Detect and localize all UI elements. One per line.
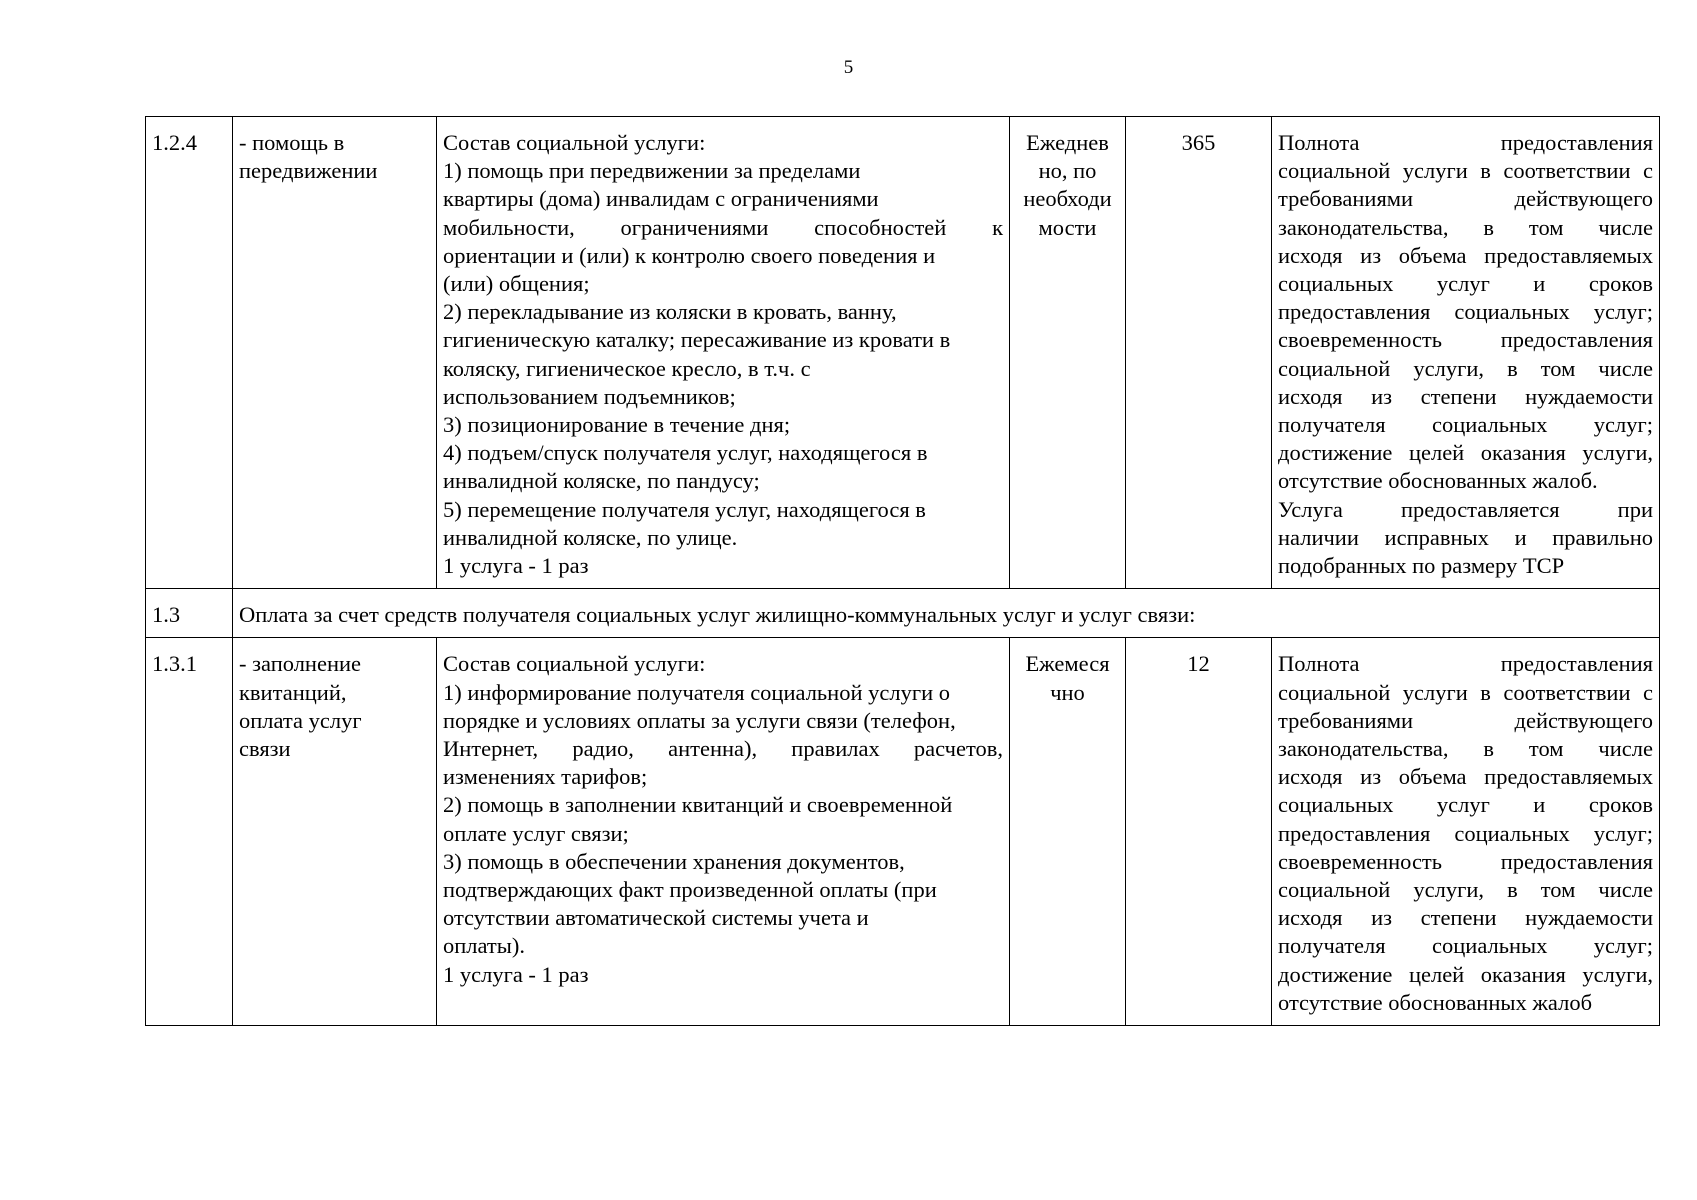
text-line: отсутствие обоснованных жалоб. (1278, 468, 1598, 494)
service-description-cell (437, 638, 1010, 1026)
text-line: оплаты). (443, 933, 525, 959)
text-line: 1 услуга - 1 раз (443, 961, 589, 987)
text-line: квитанций, (239, 679, 347, 705)
text-line: исходя из объема предоставляемых (1278, 242, 1653, 268)
text-line: предоставления социальных услуг; (1278, 820, 1653, 846)
text-line: социальных услуг и сроков (1278, 271, 1653, 297)
text-line: получателя социальных услуг; (1278, 412, 1653, 438)
text-line: гигиеническую каталку; пересаживание из кровати в (443, 327, 951, 353)
service-description-cell (437, 117, 1010, 589)
frequency-cell (1010, 117, 1126, 589)
text-line: исходя из степени нуждаемости (1278, 383, 1653, 409)
text-line: 5) перемещение получателя услуг, находящегося в (443, 496, 926, 522)
quantity-cell: 12 (1126, 638, 1272, 1026)
text-line: социальных услуг и сроков (1278, 792, 1653, 818)
text-line: 1) информирование получателя социальной услуги о (443, 679, 950, 705)
text-line: изменениях тарифов; (443, 764, 648, 790)
text-line: инвалидной коляске, по улице. (443, 524, 738, 550)
service-name-cell (233, 638, 437, 1026)
text-line: коляску, гигиеническое кресло, в т.ч. с (443, 355, 811, 381)
table-row (146, 638, 1660, 1026)
service-name-cell (233, 117, 437, 589)
text-line: предоставления социальных услуг; (1278, 299, 1653, 325)
text-line: инвалидной коляске, по пандусу; (443, 468, 760, 494)
text-line: своевременность предоставления (1278, 327, 1653, 353)
text-line: отсутствии автоматической системы учета и (443, 905, 869, 931)
text-line: ориентации и (или) к контролю своего поведения и (443, 242, 936, 268)
text-line: законодательства, в том числе (1278, 736, 1653, 762)
text-line: достижение целей оказания услуги, (1278, 961, 1653, 987)
text-line: 1 услуга - 1 раз (443, 553, 589, 579)
text-line: требованиями действующего (1278, 186, 1653, 212)
text-line: получателя социальных услуг; (1278, 933, 1653, 959)
text-line: (или) общения; (443, 271, 590, 297)
text-line: Ежеднев (1026, 130, 1109, 155)
text-line: но, по (1038, 158, 1097, 184)
text-line: 3) помощь в обеспечении хранения документов, (443, 848, 905, 874)
quantity-cell: 365 (1126, 117, 1272, 589)
text-line: наличии исправных и правильно (1278, 524, 1653, 550)
text-line: достижение целей оказания услуги, (1278, 440, 1653, 466)
section-row (146, 589, 1660, 638)
text-line: мости (1038, 214, 1097, 240)
text-line: необходи (1023, 186, 1112, 212)
text-line: связи (239, 736, 291, 762)
table-row (146, 117, 1660, 589)
text-line: Состав социальной услуги: (443, 130, 706, 155)
text-line: порядке и условиях оплаты за услуги связи (телефон, (443, 707, 956, 733)
text-line: - заполнение (239, 651, 362, 677)
row-number-cell: 1.3.1 (146, 638, 233, 1026)
text-line: оплата услуг (239, 707, 362, 733)
text-line: оплате услуг связи; (443, 820, 629, 846)
text-line: законодательства, в том числе (1278, 214, 1653, 240)
section-number-cell: 1.3 (146, 589, 233, 638)
text-line: 2) помощь в заполнении квитанций и своевременной (443, 792, 953, 818)
text-line: исходя из степени нуждаемости (1278, 905, 1653, 931)
text-line: отсутствие обоснованных жалоб (1278, 989, 1593, 1015)
text-line: социальной услуги в соответствии с (1278, 679, 1653, 705)
text-line: Ежемеся (1025, 651, 1110, 677)
page-number: 5 (843, 57, 854, 78)
text-line: 3) позиционирование в течение дня; (443, 412, 791, 438)
text-line: социальной услуги, в том числе (1278, 877, 1653, 903)
text-line: требованиями действующего (1278, 707, 1653, 733)
text-line: передвижении (239, 158, 378, 184)
text-line: - помощь в (239, 130, 345, 155)
text-line: мобильности, ограничениями способностей к (443, 214, 1003, 240)
text-line: Полнота предоставления (1278, 651, 1653, 677)
quality-criteria-cell (1272, 638, 1660, 1026)
text-line: своевременность предоставления (1278, 848, 1653, 874)
services-table (145, 116, 1660, 1026)
text-line: подобранных по размеру ТСР (1278, 553, 1565, 579)
text-line: социальной услуги, в том числе (1278, 355, 1653, 381)
text-line: чно (1050, 679, 1085, 705)
text-line: 2) перекладывание из коляски в кровать, ванну, (443, 299, 897, 325)
text-line: Состав социальной услуги: (443, 651, 706, 677)
frequency-cell (1010, 638, 1126, 1026)
row-number-cell: 1.2.4 (146, 117, 233, 589)
text-line: Услуга предоставляется при (1278, 496, 1653, 522)
text-line: 1) помощь при передвижении за пределами (443, 158, 861, 184)
text-line: социальной услуги в соответствии с (1278, 158, 1653, 184)
text-line: 4) подъем/спуск получателя услуг, находящегося в (443, 440, 928, 466)
text-line: исходя из объема предоставляемых (1278, 764, 1653, 790)
text-line: квартиры (дома) инвалидам с ограничениями (443, 186, 879, 212)
text-line: Интернет, радио, антенна), правилах расчетов, (443, 736, 1003, 762)
text-line: использованием подъемников; (443, 383, 736, 409)
text-line: Полнота предоставления (1278, 130, 1653, 155)
text-line: подтверждающих факт произведенной оплаты (при (443, 877, 937, 903)
quality-criteria-cell (1272, 117, 1660, 589)
section-title-cell: Оплата за счет средств получателя социальных услуг жилищно-коммунальных услуг и услуг связи: (233, 589, 1660, 638)
